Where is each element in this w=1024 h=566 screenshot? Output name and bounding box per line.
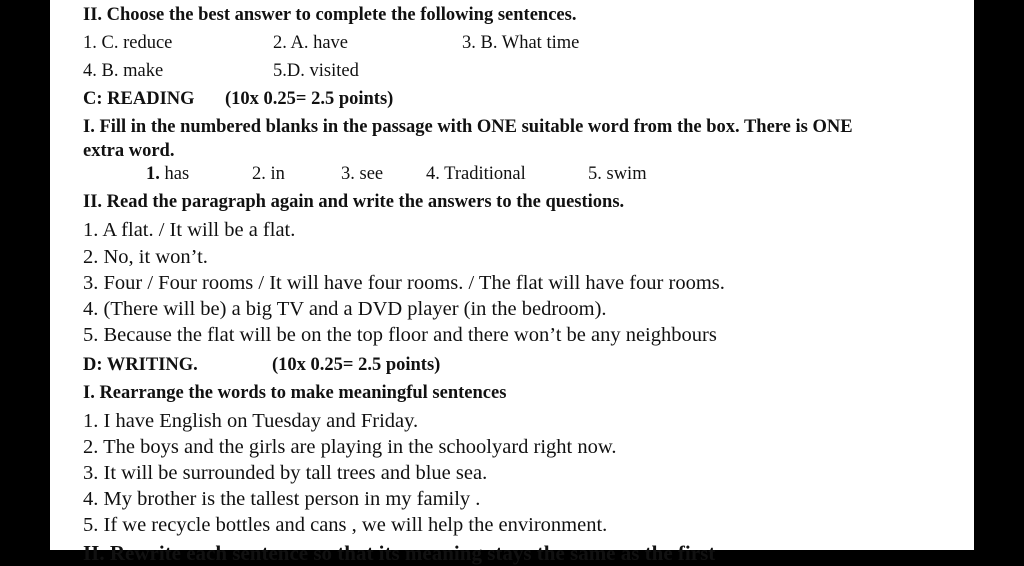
- answer-line: 4. (There will be) a big TV and a DVD player (in the bedroom).: [83, 298, 607, 320]
- writing-heading: D: WRITING.: [83, 355, 198, 375]
- answer-item: 5.D. visited: [273, 61, 359, 81]
- sentence-line: 1. I have English on Tuesday and Friday.: [83, 410, 419, 432]
- writing-part1-title: I. Rearrange the words to make meaningful sentences: [83, 383, 507, 403]
- section-title-choose-best-answer: II. Choose the best answer to complete the following sentences.: [83, 5, 577, 25]
- reading-heading: C: READING: [83, 89, 195, 109]
- answer-item: 3. B. What time: [462, 33, 580, 53]
- answer-item: 1. C. reduce: [83, 33, 173, 53]
- sentence-line: 2. The boys and the girls are playing in the schoolyard right now.: [83, 436, 617, 458]
- answer-line: 3. Four / Four rooms / It will have four rooms. / The flat will have four rooms.: [83, 272, 725, 294]
- document-page: [50, 0, 974, 565]
- word-box-answer: 5. swim: [588, 164, 647, 184]
- answer-line: 5. Because the flat will be on the top floor and there won’t be any neighbours: [83, 324, 717, 346]
- word-box-answer: 3. see: [341, 164, 384, 184]
- cut-off-heading-text: II. Rewrite each sentence so that its meaning stays the same as the first: [83, 541, 716, 565]
- reading-part1-title: I. Fill in the numbered blanks in the passage with ONE suitable word from the box. There is ONE: [83, 117, 853, 137]
- answer-item: 4. B. make: [83, 61, 164, 81]
- answer-line: 1. A flat. / It will be a flat.: [83, 219, 296, 241]
- word-box-answer: 4. Traditional: [426, 164, 526, 184]
- cut-off-heading: [83, 541, 783, 565]
- sentence-line: 3. It will be surrounded by tall trees and blue sea.: [83, 462, 488, 484]
- word-box-answer: 1. has: [146, 164, 190, 184]
- sentence-line: 5. If we recycle bottles and cans , we will help the environment.: [83, 514, 608, 536]
- reading-points: (10x 0.25= 2.5 points): [225, 89, 394, 109]
- answer-item: 2. A. have: [273, 33, 349, 53]
- sentence-line: 4. My brother is the tallest person in my family .: [83, 488, 481, 510]
- reading-part2-title: II. Read the paragraph again and write the answers to the questions.: [83, 192, 625, 212]
- word-box-answer: 2. in: [252, 164, 285, 184]
- writing-points: (10x 0.25= 2.5 points): [272, 355, 441, 375]
- answer-line: 2. No, it won’t.: [83, 246, 208, 268]
- reading-part1-title-cont: extra word.: [83, 141, 175, 161]
- word-box-answer-number: 1.: [146, 164, 160, 184]
